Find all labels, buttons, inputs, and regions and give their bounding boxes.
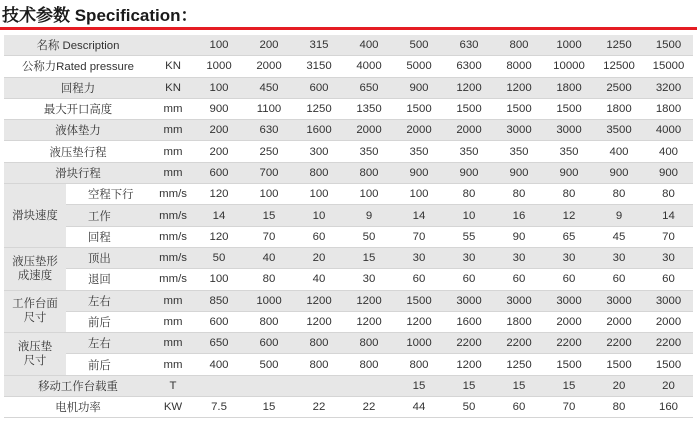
table-row — [4, 290, 693, 311]
value-cell: 30 — [644, 247, 693, 268]
value-cell: 1000 — [544, 35, 594, 56]
value-cell: 300 — [294, 141, 344, 162]
specification-table-body — [4, 35, 693, 418]
value-cell: 500 — [394, 35, 444, 56]
value-cell: 630 — [244, 120, 294, 141]
value-cell: 5000 — [394, 56, 444, 77]
value-cell: 10 — [444, 205, 494, 226]
value-cell: 9 — [344, 205, 394, 226]
value-cell: 1500 — [394, 98, 444, 119]
value-cell: 6300 — [444, 56, 494, 77]
value-cell: 15 — [494, 375, 544, 396]
value-cell: 15000 — [644, 56, 693, 77]
value-cell: 10 — [294, 205, 344, 226]
value-cell — [194, 375, 244, 396]
value-cell: 4000 — [344, 56, 394, 77]
value-cell: 2000 — [544, 311, 594, 332]
value-cell: 3000 — [594, 290, 644, 311]
value-cell: 1500 — [544, 98, 594, 119]
sub-label: 工作 — [66, 205, 152, 226]
value-cell: 1200 — [344, 311, 394, 332]
value-cell: 850 — [194, 290, 244, 311]
value-cell: 3000 — [494, 120, 544, 141]
row-label: 液体垫力 — [4, 120, 152, 141]
row-label: 名称 Description — [4, 35, 152, 56]
value-cell: 1200 — [294, 290, 344, 311]
value-cell: 55 — [444, 226, 494, 247]
sub-label: 回程 — [66, 226, 152, 247]
value-cell: 800 — [294, 333, 344, 354]
value-cell: 60 — [294, 226, 344, 247]
value-cell: 22 — [294, 397, 344, 418]
value-cell: 15 — [344, 247, 394, 268]
table-row — [4, 397, 693, 418]
value-cell: 1200 — [344, 290, 394, 311]
value-cell: 80 — [244, 269, 294, 290]
value-cell: 100 — [194, 35, 244, 56]
value-cell: 1200 — [444, 77, 494, 98]
value-cell: 70 — [544, 397, 594, 418]
value-cell: 900 — [444, 162, 494, 183]
unit-cell: mm — [152, 141, 194, 162]
value-cell: 60 — [394, 269, 444, 290]
value-cell: 2200 — [494, 333, 544, 354]
value-cell: 1200 — [294, 311, 344, 332]
value-cell: 120 — [194, 184, 244, 205]
value-cell: 1600 — [444, 311, 494, 332]
value-cell: 70 — [644, 226, 693, 247]
sub-label: 左右 — [66, 333, 152, 354]
value-cell: 2500 — [594, 77, 644, 98]
value-cell: 2200 — [594, 333, 644, 354]
value-cell: 100 — [194, 269, 244, 290]
value-cell: 80 — [444, 184, 494, 205]
group-label-line1: 工作台面 — [12, 298, 58, 311]
value-cell: 900 — [494, 162, 544, 183]
value-cell: 60 — [644, 269, 693, 290]
group-label — [4, 333, 66, 376]
sub-label: 顶出 — [66, 247, 152, 268]
table-row — [4, 77, 693, 98]
value-cell: 90 — [494, 226, 544, 247]
value-cell: 15 — [244, 397, 294, 418]
value-cell: 7.5 — [194, 397, 244, 418]
value-cell: 600 — [294, 77, 344, 98]
value-cell: 50 — [194, 247, 244, 268]
value-cell: 3000 — [544, 120, 594, 141]
sub-label: 退回 — [66, 269, 152, 290]
table-row — [4, 120, 693, 141]
table-row — [4, 35, 693, 56]
value-cell: 800 — [344, 162, 394, 183]
value-cell: 80 — [544, 184, 594, 205]
value-cell: 60 — [594, 269, 644, 290]
value-cell: 1200 — [394, 311, 444, 332]
group-label-line2: 成速度 — [17, 269, 53, 282]
value-cell — [344, 375, 394, 396]
table-row — [4, 354, 693, 375]
value-cell: 600 — [194, 311, 244, 332]
specification-table — [4, 35, 693, 418]
sub-label: 前后 — [66, 311, 152, 332]
unit-cell: mm/s — [152, 269, 194, 290]
unit-cell: mm/s — [152, 205, 194, 226]
unit-cell: T — [152, 375, 194, 396]
value-cell: 4000 — [644, 120, 693, 141]
value-cell: 1350 — [344, 98, 394, 119]
value-cell: 20 — [644, 375, 693, 396]
value-cell: 2200 — [444, 333, 494, 354]
row-label: 最大开口高度 — [4, 98, 152, 119]
value-cell: 650 — [344, 77, 394, 98]
value-cell: 20 — [294, 247, 344, 268]
value-cell: 16 — [494, 205, 544, 226]
value-cell: 1500 — [444, 98, 494, 119]
row-label: 公称力Rated pressure — [4, 56, 152, 77]
unit-cell: KN — [152, 56, 194, 77]
value-cell — [294, 375, 344, 396]
value-cell: 350 — [544, 141, 594, 162]
value-cell: 800 — [294, 354, 344, 375]
group-label-line1: 液压垫形 — [12, 255, 58, 268]
value-cell: 500 — [244, 354, 294, 375]
value-cell: 450 — [244, 77, 294, 98]
value-cell: 30 — [444, 247, 494, 268]
value-cell: 900 — [394, 77, 444, 98]
value-cell: 400 — [594, 141, 644, 162]
row-label: 回程力 — [4, 77, 152, 98]
value-cell: 100 — [244, 184, 294, 205]
group-label: 滑块速度 — [4, 184, 66, 248]
unit-cell: mm — [152, 162, 194, 183]
value-cell: 1200 — [494, 77, 544, 98]
value-cell: 50 — [344, 226, 394, 247]
table-row — [4, 247, 693, 268]
value-cell: 60 — [494, 397, 544, 418]
value-cell: 350 — [344, 141, 394, 162]
value-cell: 14 — [644, 205, 693, 226]
value-cell: 1500 — [644, 354, 693, 375]
value-cell: 45 — [594, 226, 644, 247]
value-cell: 40 — [294, 269, 344, 290]
value-cell: 3200 — [644, 77, 693, 98]
value-cell: 80 — [494, 184, 544, 205]
value-cell: 30 — [594, 247, 644, 268]
value-cell: 1250 — [594, 35, 644, 56]
value-cell: 2000 — [344, 120, 394, 141]
value-cell: 100 — [394, 184, 444, 205]
table-row — [4, 311, 693, 332]
unit-cell: mm — [152, 354, 194, 375]
value-cell: 30 — [344, 269, 394, 290]
value-cell: 15 — [244, 205, 294, 226]
value-cell: 1100 — [244, 98, 294, 119]
value-cell: 12 — [544, 205, 594, 226]
value-cell: 2000 — [594, 311, 644, 332]
value-cell: 350 — [394, 141, 444, 162]
value-cell: 1000 — [244, 290, 294, 311]
value-cell: 80 — [644, 184, 693, 205]
title-divider — [0, 27, 697, 30]
value-cell: 1250 — [294, 98, 344, 119]
unit-cell: mm — [152, 290, 194, 311]
value-cell: 50 — [444, 397, 494, 418]
unit-cell — [152, 35, 194, 56]
value-cell: 1000 — [194, 56, 244, 77]
value-cell: 900 — [194, 98, 244, 119]
value-cell: 1200 — [444, 354, 494, 375]
table-row — [4, 226, 693, 247]
value-cell: 22 — [344, 397, 394, 418]
value-cell: 1600 — [294, 120, 344, 141]
value-cell: 2200 — [644, 333, 693, 354]
unit-cell: mm/s — [152, 184, 194, 205]
table-row — [4, 56, 693, 77]
value-cell: 900 — [394, 162, 444, 183]
value-cell: 30 — [494, 247, 544, 268]
value-cell: 3000 — [544, 290, 594, 311]
value-cell: 350 — [444, 141, 494, 162]
value-cell: 315 — [294, 35, 344, 56]
row-label: 滑块行程 — [4, 162, 152, 183]
value-cell: 1000 — [394, 333, 444, 354]
group-label — [4, 290, 66, 333]
value-cell: 15 — [544, 375, 594, 396]
value-cell: 800 — [344, 333, 394, 354]
value-cell: 15 — [444, 375, 494, 396]
table-row — [4, 98, 693, 119]
value-cell: 350 — [494, 141, 544, 162]
value-cell: 60 — [494, 269, 544, 290]
value-cell: 70 — [244, 226, 294, 247]
row-label: 移动工作台载重 — [4, 375, 152, 396]
value-cell: 3500 — [594, 120, 644, 141]
group-label — [4, 247, 66, 290]
value-cell: 1500 — [494, 98, 544, 119]
value-cell: 900 — [594, 162, 644, 183]
page-title: 技术参数 Specification： — [2, 6, 198, 25]
value-cell: 900 — [544, 162, 594, 183]
value-cell: 2000 — [644, 311, 693, 332]
unit-cell: KW — [152, 397, 194, 418]
value-cell: 1800 — [494, 311, 544, 332]
table-row — [4, 205, 693, 226]
value-cell: 400 — [344, 35, 394, 56]
value-cell: 120 — [194, 226, 244, 247]
value-cell: 80 — [594, 397, 644, 418]
value-cell: 2000 — [244, 56, 294, 77]
value-cell: 1800 — [594, 98, 644, 119]
unit-cell: mm/s — [152, 247, 194, 268]
table-row — [4, 141, 693, 162]
value-cell: 2200 — [544, 333, 594, 354]
unit-cell: KN — [152, 77, 194, 98]
value-cell: 1500 — [394, 290, 444, 311]
table-row — [4, 375, 693, 396]
unit-cell: mm — [152, 311, 194, 332]
value-cell: 100 — [194, 77, 244, 98]
value-cell: 60 — [444, 269, 494, 290]
value-cell: 65 — [544, 226, 594, 247]
group-label-line2: 尺寸 — [23, 354, 47, 367]
value-cell: 2000 — [444, 120, 494, 141]
sub-label: 左右 — [66, 290, 152, 311]
value-cell: 1500 — [594, 354, 644, 375]
value-cell: 250 — [244, 141, 294, 162]
header — [0, 0, 697, 26]
table-row — [4, 184, 693, 205]
value-cell: 9 — [594, 205, 644, 226]
value-cell: 800 — [294, 162, 344, 183]
row-label: 液压垫行程 — [4, 141, 152, 162]
value-cell: 200 — [194, 120, 244, 141]
value-cell: 3000 — [644, 290, 693, 311]
table-row — [4, 333, 693, 354]
value-cell: 30 — [394, 247, 444, 268]
value-cell: 800 — [244, 311, 294, 332]
value-cell: 800 — [394, 354, 444, 375]
value-cell: 30 — [544, 247, 594, 268]
value-cell: 700 — [244, 162, 294, 183]
value-cell: 10000 — [544, 56, 594, 77]
value-cell: 100 — [294, 184, 344, 205]
value-cell: 900 — [644, 162, 693, 183]
value-cell: 44 — [394, 397, 444, 418]
value-cell: 400 — [194, 354, 244, 375]
value-cell: 3150 — [294, 56, 344, 77]
value-cell: 1500 — [544, 354, 594, 375]
value-cell: 1500 — [644, 35, 693, 56]
value-cell: 14 — [194, 205, 244, 226]
value-cell: 100 — [344, 184, 394, 205]
group-label-line1: 液压垫 — [17, 340, 53, 353]
value-cell: 160 — [644, 397, 693, 418]
value-cell: 80 — [594, 184, 644, 205]
value-cell: 70 — [394, 226, 444, 247]
value-cell — [244, 375, 294, 396]
table-row — [4, 162, 693, 183]
sub-label: 空程下行 — [66, 184, 152, 205]
unit-cell: mm/s — [152, 226, 194, 247]
value-cell: 200 — [244, 35, 294, 56]
value-cell: 8000 — [494, 56, 544, 77]
value-cell: 40 — [244, 247, 294, 268]
value-cell: 1250 — [494, 354, 544, 375]
value-cell: 3000 — [494, 290, 544, 311]
value-cell: 60 — [544, 269, 594, 290]
unit-cell: mm — [152, 120, 194, 141]
value-cell: 15 — [394, 375, 444, 396]
value-cell: 600 — [194, 162, 244, 183]
value-cell: 20 — [594, 375, 644, 396]
value-cell: 1800 — [644, 98, 693, 119]
row-label: 电机功率 — [4, 397, 152, 418]
value-cell: 400 — [644, 141, 693, 162]
value-cell: 650 — [194, 333, 244, 354]
value-cell: 1800 — [544, 77, 594, 98]
value-cell: 2000 — [394, 120, 444, 141]
unit-cell: mm — [152, 98, 194, 119]
value-cell: 12500 — [594, 56, 644, 77]
sub-label: 前后 — [66, 354, 152, 375]
value-cell: 630 — [444, 35, 494, 56]
value-cell: 200 — [194, 141, 244, 162]
table-row — [4, 269, 693, 290]
group-label-line2: 尺寸 — [23, 312, 47, 325]
value-cell: 3000 — [444, 290, 494, 311]
value-cell: 14 — [394, 205, 444, 226]
value-cell: 600 — [244, 333, 294, 354]
value-cell: 800 — [494, 35, 544, 56]
value-cell: 800 — [344, 354, 394, 375]
unit-cell: mm — [152, 333, 194, 354]
